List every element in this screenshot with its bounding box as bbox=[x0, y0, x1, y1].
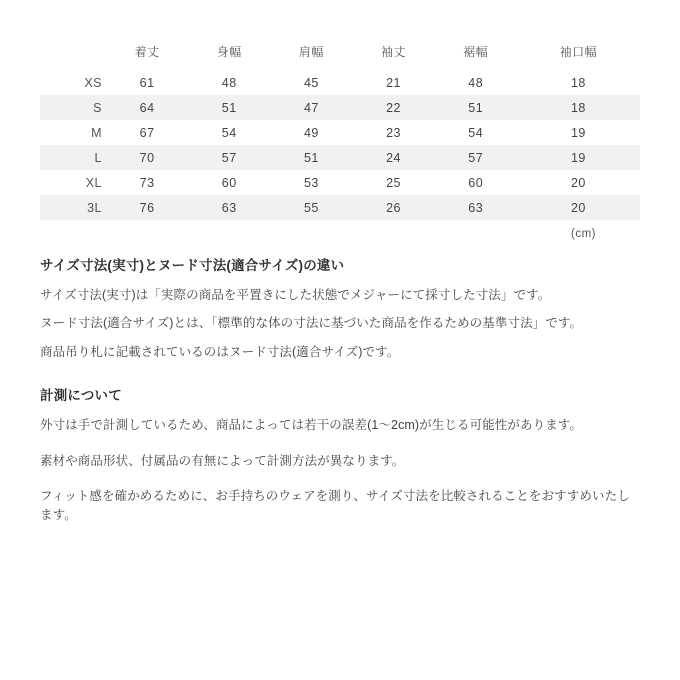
cell-katahaba: 47 bbox=[303, 100, 319, 115]
table-row bbox=[40, 145, 640, 170]
note-line: 素材や商品形状、付属品の有無によって計測方法が異なります。 bbox=[40, 453, 405, 468]
cell-mihaba: 51 bbox=[221, 100, 237, 115]
cell-katahaba: 49 bbox=[303, 125, 319, 140]
cell-sodeguchihaba: 19 bbox=[570, 125, 586, 140]
cell-sodetake: 22 bbox=[386, 100, 401, 115]
column-header-size bbox=[40, 36, 106, 70]
note-block-measurement bbox=[40, 384, 640, 526]
column-header-mihaba: 身幅 bbox=[216, 44, 242, 59]
cell-sodetake: 23 bbox=[386, 125, 401, 140]
column-header-sodetake: 袖丈 bbox=[381, 44, 407, 59]
cell-susohaba: 63 bbox=[468, 200, 484, 215]
note-line: ヌード寸法(適合サイズ)とは、「標準的な体の寸法に基づいた商品を作るための基準寸法」です。 bbox=[40, 316, 583, 331]
cell-mihaba: 63 bbox=[221, 200, 237, 215]
cell-susohaba: 54 bbox=[468, 125, 484, 140]
row-size-label: XL bbox=[85, 175, 102, 190]
table-row bbox=[40, 70, 640, 95]
unit-label: (cm) bbox=[571, 228, 596, 240]
note-line: 外寸は手で計測しているため、商品によっては若干の誤差(1〜2cm)が生じる可能性があります。 bbox=[40, 418, 582, 433]
cell-susohaba: 60 bbox=[468, 175, 484, 190]
cell-sodeguchihaba: 20 bbox=[570, 200, 586, 215]
row-size-label: S bbox=[93, 100, 102, 115]
cell-kitake: 61 bbox=[139, 75, 155, 90]
cell-susohaba: 48 bbox=[468, 75, 484, 90]
cell-sodeguchihaba: 19 bbox=[570, 150, 586, 165]
cell-katahaba: 55 bbox=[303, 200, 319, 215]
table-row bbox=[40, 170, 640, 195]
note-title: 計測について bbox=[40, 388, 122, 404]
cell-katahaba: 45 bbox=[303, 75, 319, 90]
cell-sodetake: 25 bbox=[386, 175, 401, 190]
note-block-size-difference bbox=[40, 254, 640, 362]
row-size-label: L bbox=[94, 150, 102, 165]
notes-section bbox=[0, 240, 680, 526]
cell-kitake: 76 bbox=[139, 200, 155, 215]
cell-mihaba: 57 bbox=[221, 150, 237, 165]
cell-katahaba: 53 bbox=[303, 175, 319, 190]
size-table-container bbox=[0, 0, 680, 240]
column-header-katahaba: 肩幅 bbox=[298, 44, 324, 59]
table-header-row bbox=[40, 36, 640, 70]
note-title: サイズ寸法(実寸)とヌード寸法(適合サイズ)の違い bbox=[40, 258, 345, 273]
row-size-label: XS bbox=[84, 75, 102, 90]
row-size-label: M bbox=[91, 125, 102, 140]
cell-kitake: 67 bbox=[139, 125, 155, 140]
cell-sodeguchihaba: 18 bbox=[570, 100, 586, 115]
cell-mihaba: 48 bbox=[221, 75, 237, 90]
column-header-sodeguchihaba: 袖口幅 bbox=[559, 44, 598, 59]
column-header-susohaba: 裾幅 bbox=[463, 44, 489, 59]
cell-mihaba: 60 bbox=[221, 175, 237, 190]
table-row bbox=[40, 95, 640, 120]
table-row bbox=[40, 120, 640, 145]
cell-sodetake: 24 bbox=[386, 150, 401, 165]
cell-sodetake: 26 bbox=[386, 200, 401, 215]
cell-katahaba: 51 bbox=[303, 150, 319, 165]
cell-sodeguchihaba: 18 bbox=[570, 75, 586, 90]
size-table bbox=[40, 36, 640, 220]
size-table-head bbox=[40, 36, 640, 70]
cell-kitake: 64 bbox=[139, 100, 155, 115]
cell-mihaba: 54 bbox=[221, 125, 237, 140]
size-table-body bbox=[40, 70, 640, 220]
note-line: フィット感を確かめるために、お手持ちのウェアを測り、サイズ寸法を比較されることをおすすめいたします。 bbox=[40, 488, 630, 523]
column-header-kitake: 着丈 bbox=[134, 44, 160, 59]
cell-susohaba: 57 bbox=[468, 150, 484, 165]
cell-kitake: 70 bbox=[139, 150, 155, 165]
row-size-label: 3L bbox=[87, 200, 102, 215]
note-line: 商品吊り札に記載されているのはヌード寸法(適合サイズ)です。 bbox=[40, 344, 400, 359]
table-row bbox=[40, 195, 640, 220]
cell-sodeguchihaba: 20 bbox=[570, 175, 586, 190]
cell-susohaba: 51 bbox=[468, 100, 484, 115]
note-line: サイズ寸法(実寸)は「実際の商品を平置きにした状態でメジャーにて採寸した寸法」です。 bbox=[40, 288, 551, 302]
cell-sodetake: 21 bbox=[386, 75, 401, 90]
cell-kitake: 73 bbox=[139, 175, 155, 190]
